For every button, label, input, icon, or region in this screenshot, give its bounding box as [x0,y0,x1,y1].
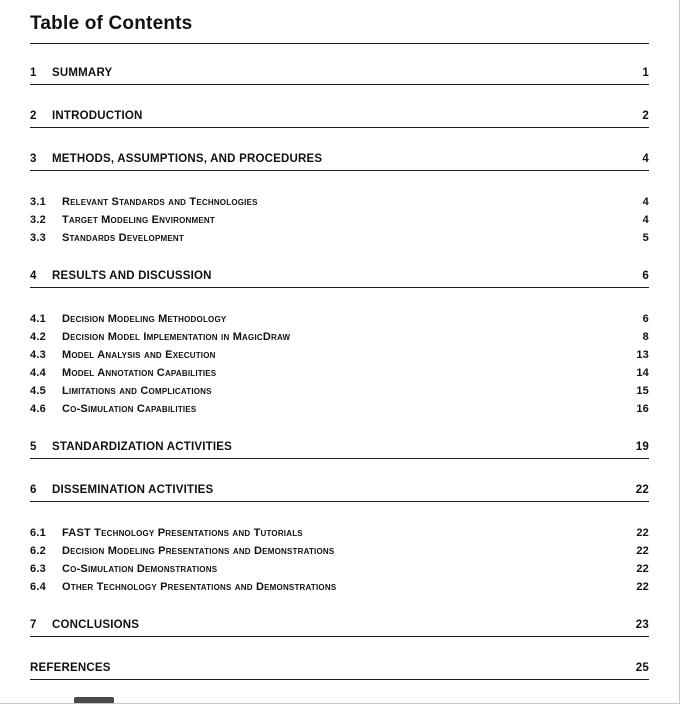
toc-entry-page: 19 [635,441,649,453]
toc-entry-number: 6.2 [30,545,46,557]
toc-entry-label: DISSEMINATION ACTIVITIES [52,484,214,496]
toc-entry-page: 14 [636,367,649,379]
toc-entry-label: Model Analysis and Execution [62,349,216,361]
toc-entry [30,384,649,398]
toc-entry-number: 3.3 [30,232,46,244]
page-title: Table of Contents [30,12,649,44]
toc-entry-label: Decision Model Implementation in MagicDraw [62,331,291,343]
toc-entry [30,231,649,245]
toc-entry-page: 8 [642,331,649,343]
toc-entry [30,312,649,326]
toc-entry-number: 2 [30,110,37,122]
scan-artifact [74,697,114,703]
toc-entry-label: Co-Simulation Capabilities [62,403,197,415]
toc-entry-number: 1 [30,67,37,79]
toc-entry-number: 4.4 [30,367,46,379]
toc-entry-page: 13 [636,349,649,361]
toc-entry-page: 23 [635,619,649,631]
toc-entry [30,440,649,459]
toc-entry-page: 25 [635,662,649,674]
toc-entry [30,544,649,558]
toc-entry-number: 4 [30,270,37,282]
toc-entry-label: Relevant Standards and Technologies [62,196,258,208]
toc-entry [30,618,649,637]
toc-entry-number: 4.6 [30,403,46,415]
toc-entry-page: 22 [636,563,649,575]
toc-entry-number: 7 [30,619,37,631]
toc-entry-label: Target Modeling Environment [62,214,215,226]
toc-entry [30,661,649,680]
toc-entry-number: 4.5 [30,385,46,397]
toc-entry-label: Decision Modeling Presentations and Demonstrations [62,545,335,557]
toc-entry-number: 6.4 [30,581,46,593]
toc-entry-page: 4 [642,214,649,226]
toc-entry-label: STANDARDIZATION ACTIVITIES [52,441,233,453]
toc-entry [30,195,649,209]
toc-entry-page: 16 [636,403,649,415]
toc-entry-label: METHODS, ASSUMPTIONS, AND PROCEDURES [52,153,323,165]
toc-entry [30,330,649,344]
toc-entry-page: 22 [636,545,649,557]
toc-entry-number: 3.1 [30,196,46,208]
toc-entry-label: Limitations and Complications [62,385,212,397]
toc-entry-label: Model Annotation Capabilities [62,367,217,379]
toc-entry-number: 5 [30,441,37,453]
toc-entry-number: 4.3 [30,349,46,361]
toc-entry [30,562,649,576]
toc-entry-page: 4 [642,153,649,165]
toc-entry-page: 22 [636,527,649,539]
toc-entry [30,213,649,227]
toc-entry-label: FAST Technology Presentations and Tutorials [62,527,303,539]
toc-entry-number: 4.2 [30,331,46,343]
toc-entry [30,402,649,416]
toc-entry-label: SUMMARY [52,67,113,79]
toc-entry [30,269,649,288]
toc-entry-label: INTRODUCTION [52,110,143,122]
toc-entry [30,483,649,502]
toc-entry-number: 3 [30,153,37,165]
toc-entry-label: REFERENCES [30,662,111,674]
toc-entry-page: 1 [642,67,649,79]
toc-entry-label: Co-Simulation Demonstrations [62,563,218,575]
toc-entry-number: 3.2 [30,214,46,226]
toc-entry [30,109,649,128]
toc-entry-number: 4.1 [30,313,46,325]
toc-entry [30,580,649,594]
toc-entry-page: 22 [635,484,649,496]
toc-entry-label: Other Technology Presentations and Demonstrations [62,581,337,593]
toc-entry-label: Standards Development [62,232,184,244]
toc-list [30,66,649,680]
toc-entry-label: Decision Modeling Methodology [62,313,227,325]
toc-entry-page: 15 [636,385,649,397]
toc-entry-page: 2 [642,110,649,122]
toc-entry-label: CONCLUSIONS [52,619,140,631]
toc-entry-page: 22 [636,581,649,593]
toc-entry [30,348,649,362]
toc-entry-number: 6 [30,484,37,496]
toc-entry-label: RESULTS AND DISCUSSION [52,270,212,282]
toc-entry-page: 5 [642,232,649,244]
toc-entry [30,366,649,380]
toc-entry-number: 6.1 [30,527,46,539]
toc-entry [30,152,649,171]
toc-entry-page: 6 [642,313,649,325]
toc-entry [30,66,649,85]
toc-entry-number: 6.3 [30,563,46,575]
toc-entry [30,526,649,540]
toc-entry-page: 4 [642,196,649,208]
toc-entry-page: 6 [642,270,649,282]
